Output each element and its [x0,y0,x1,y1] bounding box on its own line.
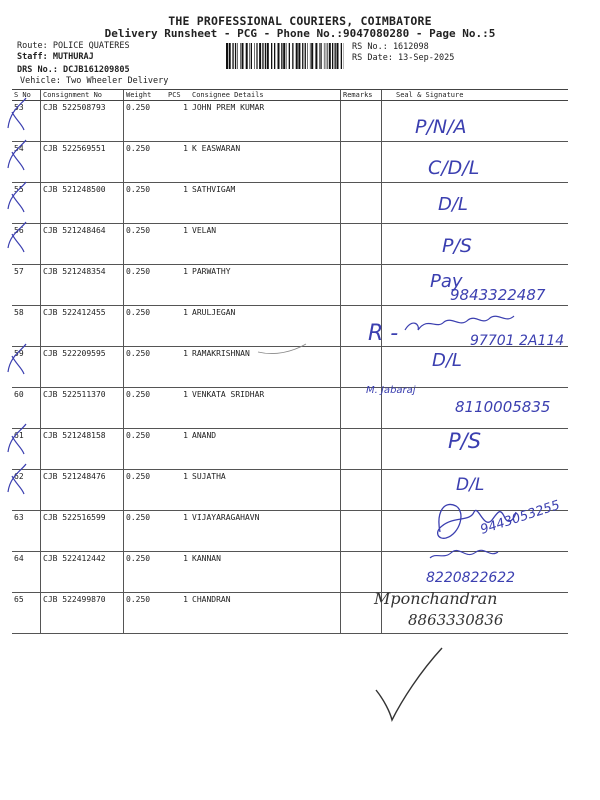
cell-weight: 0.250 [124,470,167,511]
table-row [12,552,568,593]
table-row [12,265,568,306]
col-remarks: Remarks [341,90,382,101]
col-weight: Weight [124,90,167,101]
cell-sno: 59 [12,347,41,388]
cell-seal-signature [382,511,569,552]
hw-row-58a: R - [368,321,399,346]
cell-consignment-no: CJB 521248476 [41,470,124,511]
col-consignee: Consignee Details [190,90,341,101]
cell-sno: 53 [12,101,41,142]
hw-row-59: D/L [432,350,462,371]
vehicle-label: Vehicle: Two Wheeler Delivery [20,76,169,86]
cell-consignee: CHANDRAN [190,593,341,634]
cell-weight: 0.250 [124,183,167,224]
cell-consignment-no: CJB 522412455 [41,306,124,347]
table-row [12,101,568,142]
cell-seal-signature [382,265,569,306]
cell-weight: 0.250 [124,388,167,429]
cell-remarks [341,183,382,224]
col-seal-signature: Seal & Signature [382,90,569,101]
cell-pcs: 1 [166,142,190,183]
cell-consignee: SATHVIGAM [190,183,341,224]
hw-row-58b: 97701 2A114 [470,333,565,349]
cell-remarks [341,511,382,552]
col-consignment: Consignment No [41,90,124,101]
cell-consignment-no: CJB 521248500 [41,183,124,224]
cell-remarks [341,552,382,593]
cell-pcs: 1 [166,511,190,552]
cell-remarks [341,306,382,347]
cell-consignee: KANNAN [190,552,341,593]
cell-sno: 55 [12,183,41,224]
cell-seal-signature [382,306,569,347]
cell-remarks [341,142,382,183]
cell-consignment-no: CJB 521248158 [41,429,124,470]
cell-seal-signature [382,552,569,593]
table-row [12,593,568,634]
table-row [12,511,568,552]
cell-remarks [341,101,382,142]
cell-remarks [341,470,382,511]
cell-weight: 0.250 [124,224,167,265]
cell-seal-signature [382,142,569,183]
barcode-icon [226,43,344,69]
cell-pcs: 1 [166,306,190,347]
cell-seal-signature [382,101,569,142]
cell-seal-signature [382,224,569,265]
hw-row-57b: 9843322487 [450,286,546,304]
route-label: Route: POLICE QUATERES [17,41,130,51]
hw-row-62: D/L [456,475,485,495]
table-row [12,306,568,347]
cell-pcs: 1 [166,388,190,429]
cell-pcs: 1 [166,552,190,593]
cell-sno: 60 [12,388,41,429]
cell-consignment-no: CJB 522508793 [41,101,124,142]
check-mark [376,648,442,720]
cell-consignment-no: CJB 521248464 [41,224,124,265]
cell-sno: 63 [12,511,41,552]
cell-remarks [341,388,382,429]
cell-weight: 0.250 [124,142,167,183]
table-row [12,347,568,388]
hw-row-61: P/S [448,429,482,453]
cell-pcs: 1 [166,183,190,224]
hw-row-55: D/L [438,194,468,215]
cell-consignee: VELAN [190,224,341,265]
cell-seal-signature [382,183,569,224]
table-row [12,224,568,265]
cell-consignment-no: CJB 521248354 [41,265,124,306]
cell-seal-signature [382,593,569,634]
cell-consignee: VIJAYARAGAHAVN [190,511,341,552]
cell-seal-signature [382,347,569,388]
cell-consignee: ANAND [190,429,341,470]
cell-consignment-no: CJB 522499870 [41,593,124,634]
cell-sno: 61 [12,429,41,470]
cell-consignee: ARULJEGAN [190,306,341,347]
cell-consignment-no: CJB 522412442 [41,552,124,593]
cell-remarks [341,429,382,470]
hw-row-65b: 8863330836 [408,611,504,629]
drs-number: DRS No.: DCJB161209805 [17,65,130,75]
table-header-row [12,90,568,101]
col-sno: S No [12,90,41,101]
cell-remarks [341,593,382,634]
col-pcs: PCS [166,90,190,101]
cell-sno: 62 [12,470,41,511]
staff-label: Staff: MUTHURAJ [17,52,94,62]
cell-weight: 0.250 [124,101,167,142]
cell-remarks [341,265,382,306]
cell-remarks [341,224,382,265]
cell-sno: 65 [12,593,41,634]
cell-pcs: 1 [166,101,190,142]
hw-row-60a: M. Jabaraj [366,385,416,396]
hw-row-56: P/S [442,235,472,257]
cell-consignee: K EASWARAN [190,142,341,183]
table-row [12,183,568,224]
hw-row-53: P/N/A [415,116,467,138]
cell-weight: 0.250 [124,265,167,306]
cell-sno: 57 [12,265,41,306]
cell-weight: 0.250 [124,429,167,470]
cell-pcs: 1 [166,224,190,265]
cell-sno: 58 [12,306,41,347]
rs-date: RS Date: 13-Sep-2025 [352,53,455,63]
cell-weight: 0.250 [124,511,167,552]
cell-consignment-no: CJB 522569551 [41,142,124,183]
hw-row-64: 8220822622 [426,570,516,586]
cell-consignment-no: CJB 522209595 [41,347,124,388]
cell-consignee: PARWATHY [190,265,341,306]
cell-sno: 64 [12,552,41,593]
cell-consignee: RAMAKRISHNAN [190,347,341,388]
hw-row-54: C/D/L [428,157,480,179]
table-row [12,429,568,470]
cell-pcs: 1 [166,593,190,634]
cell-weight: 0.250 [124,347,167,388]
table-row [12,388,568,429]
rs-number: RS No.: 1612098 [352,42,429,52]
hw-row-63: 9443053255 [478,497,562,538]
cell-pcs: 1 [166,429,190,470]
cell-consignee: SUJATHA [190,470,341,511]
cell-consignee: VENKATA SRIDHAR [190,388,341,429]
table-row [12,142,568,183]
hw-row-60b: 8110005835 [455,398,551,416]
hw-row-65a: Mponchandran [374,589,498,608]
cell-weight: 0.250 [124,552,167,593]
cell-pcs: 1 [166,470,190,511]
runsheet-subtitle: Delivery Runsheet - PCG - Phone No.:9047080280 - Page No.:5 [104,27,496,40]
cell-sno: 56 [12,224,41,265]
cell-remarks [341,347,382,388]
cell-consignment-no: CJB 522516599 [41,511,124,552]
cell-seal-signature [382,429,569,470]
cell-weight: 0.250 [124,593,167,634]
cell-consignee: JOHN PREM KUMAR [190,101,341,142]
hw-row-57a: Pay [430,271,463,292]
cell-pcs: 1 [166,265,190,306]
cell-consignment-no: CJB 522511370 [41,388,124,429]
cell-weight: 0.250 [124,306,167,347]
cell-sno: 54 [12,142,41,183]
company-title: THE PROFESSIONAL COURIERS, COIMBATORE [168,14,432,28]
table-row [12,470,568,511]
cell-pcs: 1 [166,347,190,388]
cell-seal-signature [382,470,569,511]
cell-seal-signature [382,388,569,429]
runsheet-table [12,89,568,634]
